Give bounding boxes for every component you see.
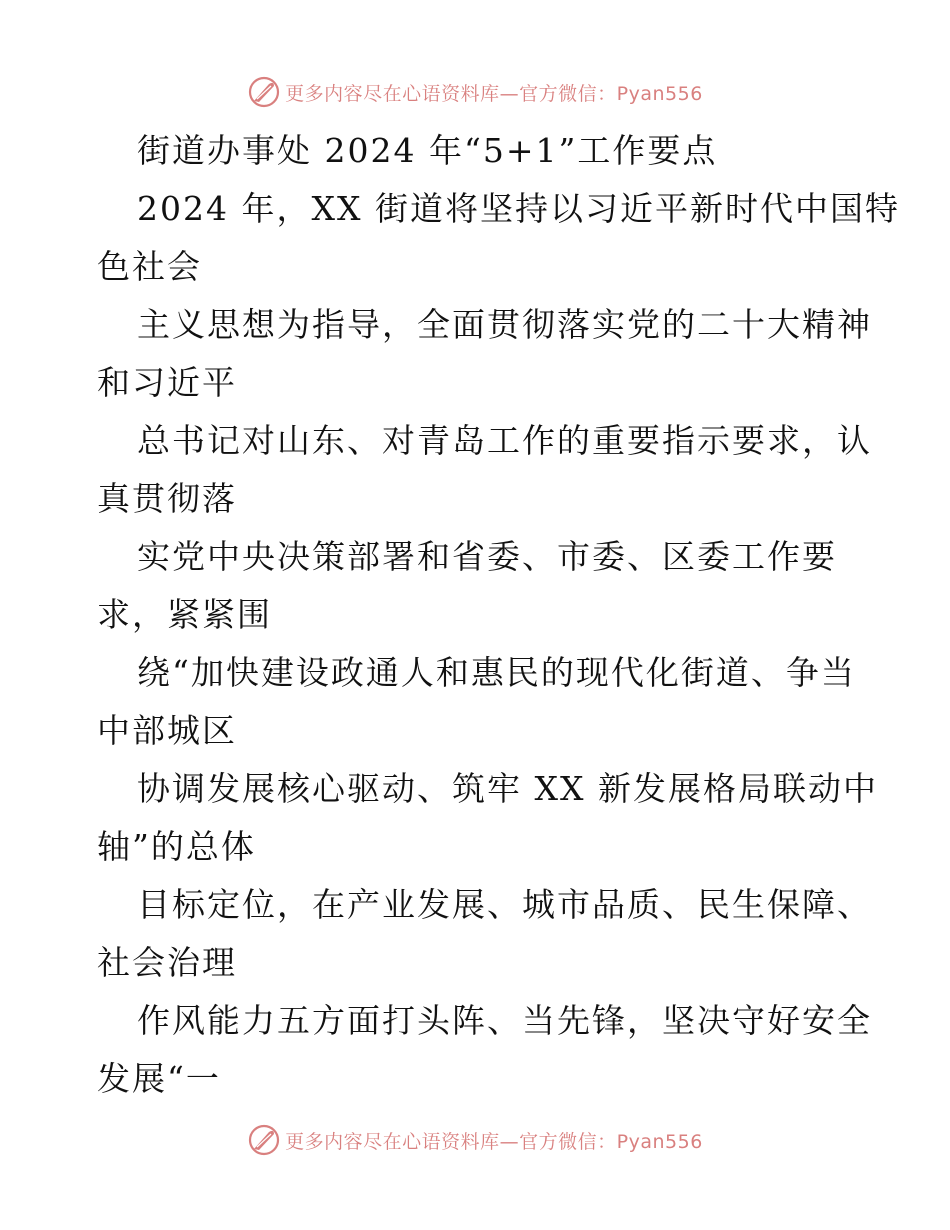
watermark-text: 更多内容尽在心语资料库—官方微信：Pyan556 bbox=[285, 82, 703, 105]
paragraph-line: 社会治理 bbox=[97, 943, 237, 982]
watermark-banner-bottom bbox=[0, 1120, 950, 1160]
quill-pen-logo-icon bbox=[247, 75, 281, 109]
paragraph-line: 和习近平 bbox=[97, 363, 237, 402]
quill-pen-logo-icon bbox=[247, 1123, 281, 1157]
paragraph-line: 绕“加快建设政通人和惠民的现代化街道、争当 bbox=[137, 653, 856, 692]
paragraph-line: 真贯彻落 bbox=[97, 479, 237, 518]
paragraph-line: 轴”的总体 bbox=[97, 827, 256, 866]
paragraph-line: 实党中央决策部署和省委、市委、区委工作要 bbox=[137, 537, 837, 576]
paragraph-line: 协调发展核心驱动、筑牢 XX 新发展格局联动中 bbox=[137, 769, 878, 808]
watermark-text: 更多内容尽在心语资料库—官方微信：Pyan556 bbox=[285, 1130, 703, 1153]
paragraph-line: 2024 年，XX 街道将坚持以习近平新时代中国特 bbox=[137, 189, 900, 228]
paragraph-line: 中部城区 bbox=[97, 711, 237, 750]
paragraph-line: 作风能力五方面打头阵、当先锋，坚决守好安全 bbox=[137, 1001, 872, 1040]
paragraph-line: 目标定位，在产业发展、城市品质、民生保障、 bbox=[137, 885, 872, 924]
paragraph-line: 总书记对山东、对青岛工作的重要指示要求，认 bbox=[137, 421, 872, 460]
paragraph-line: 求，紧紧围 bbox=[97, 595, 272, 634]
paragraph-line: 发展“一 bbox=[97, 1059, 221, 1098]
document-body bbox=[97, 122, 900, 1108]
paragraph-line: 色社会 bbox=[97, 247, 202, 286]
paragraph-line: 主义思想为指导，全面贯彻落实党的二十大精神 bbox=[137, 305, 872, 344]
document-title: 街道办事处 2024 年“5+1”工作要点 bbox=[137, 131, 718, 170]
watermark-banner-top bbox=[0, 72, 950, 112]
